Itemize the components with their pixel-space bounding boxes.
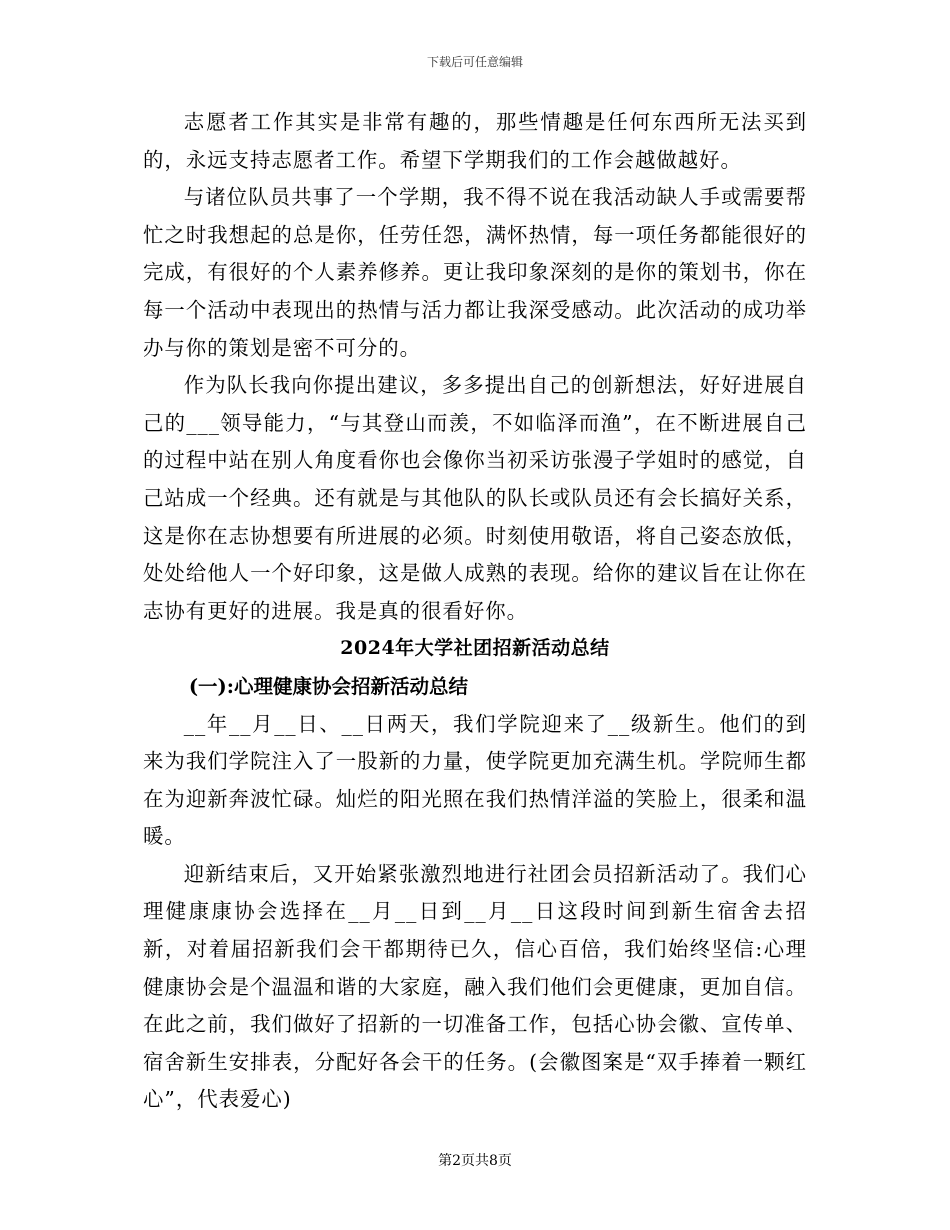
body-paragraph: 与诸位队员共事了一个学期，我不得不说在我活动缺人手或需要帮忙之时我想起的总是你，任劳任怨，满怀热情，每一项任务都能很好的完成，有很好的个人素养修养。更让我印象深刻的是你的策划书，你在每一个活动中表现出的热情与活力都让我深受感动。此次活动的成功举办与你的策划是密不可分的。 xyxy=(143,185,807,360)
page-number-footer: 第2页共8页 xyxy=(438,1153,512,1169)
body-paragraph: 迎新结束后，又开始紧张激烈地进行社团会员招新活动了。我们心理健康康协会选择在__月__日到__月__日这段时间到新生宿舍去招新，对着届招新我们会干都期待已久，信心百倍，我们始终坚信:心理健康协会是个温温和谐的大家庭，融入我们他们会更健康，更加自信。在此之前，我们做好了招新的一切准备工作，包括心协会徽、宣传单、宿舍新生安排表，分配好各会干的任务。(会徽图案是“双手捧着一颗红心”，代表爱心) xyxy=(143,861,807,1112)
page-header-note: 下载后可任意编辑 xyxy=(426,55,523,69)
body-paragraph: 志愿者工作其实是非常有趣的，那些情趣是任何东西所无法买到的，永远支持志愿者工作。希望下学期我们的工作会越做越好。 xyxy=(143,110,807,172)
subsection-title: (一):心理健康协会招新活动总结 xyxy=(188,674,468,698)
section-title: 2024年大学社团招新活动总结 xyxy=(340,637,610,660)
body-paragraph: 作为队长我向你提出建议，多多提出自己的创新想法，好好进展自己的___领导能力，“与其登山而羡，不如临泽而渔”，在不断进展自己的过程中站在别人角度看你也会像你当初采访张漫子学姐时的感觉，自己站成一个经典。还有就是与其他队的队长或队员还有会长搞好关系，这是你在志协想要有所进展的必须。时刻使用敬语，将自己姿态放低，处处给他人一个好印象，这是做人成熟的表现。给你的建议旨在让你在志协有更好的进展。我是真的很看好你。 xyxy=(143,373,807,623)
body-paragraph: __年__月__日、__日两天，我们学院迎来了__级新生。他们的到来为我们学院注入了一股新的力量，使学院更加充满生机。学院师生都在为迎新奔波忙碌。灿烂的阳光照在我们热情洋溢的笑脸上，很柔和温暖。 xyxy=(143,711,807,849)
document-body xyxy=(143,104,807,1119)
